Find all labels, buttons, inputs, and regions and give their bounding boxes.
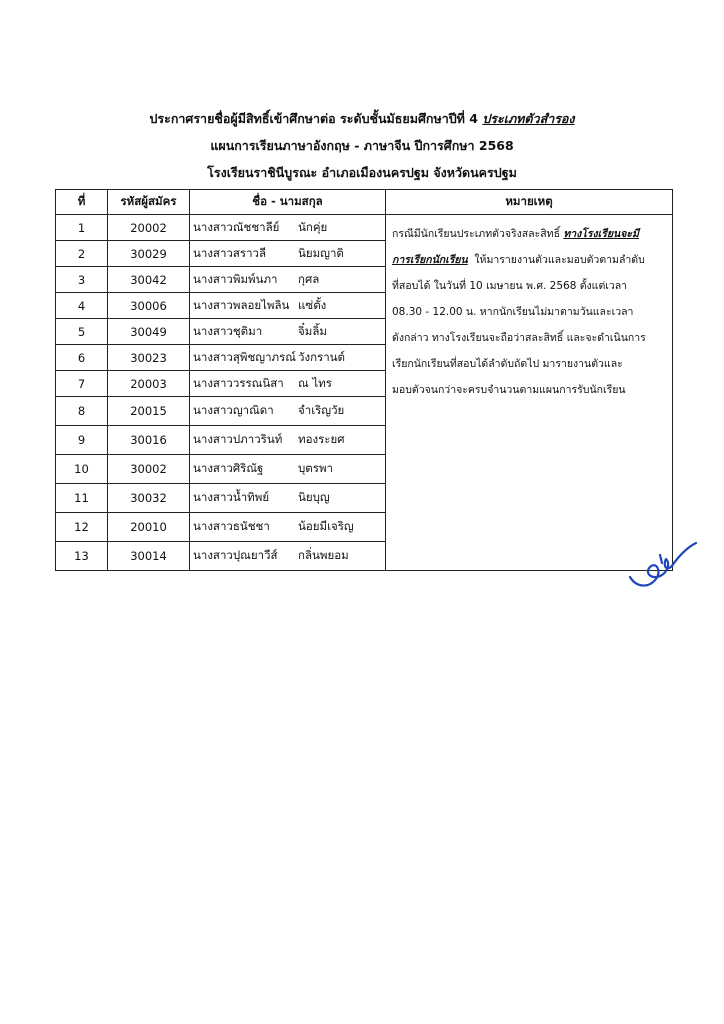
applicant-first-name: นางสาววรรณนิสา — [193, 375, 284, 390]
applicant-last-name: บุตรพา — [298, 461, 333, 475]
applicant-first-name: นางสาวณัชชาลีย์ — [193, 219, 280, 234]
applicant-name — [190, 542, 386, 571]
applicant-name — [190, 319, 386, 345]
remark-note — [386, 215, 673, 571]
row-number: 6 — [56, 345, 108, 371]
applicant-first-name: นางสาวชุติมา — [193, 323, 263, 338]
applicant-code: 20015 — [108, 397, 190, 426]
table-header-row — [56, 190, 673, 215]
applicant-code: 20002 — [108, 215, 190, 241]
applicant-last-name: จำเริญวัย — [298, 403, 345, 417]
table-row — [56, 215, 673, 241]
applicant-last-name: กุศล — [298, 271, 320, 286]
applicant-first-name: นางสาวสุพิชญาภรณ์ — [193, 349, 296, 364]
applicant-last-name: นิยบุญ — [298, 490, 330, 504]
applicant-name — [190, 215, 386, 241]
applicant-name — [190, 426, 386, 455]
remark-line-6: เรียกนักเรียนที่สอบได้ลำดับถัดไป มารายงานตัวและ — [392, 358, 623, 370]
applicant-first-name: นางสาวสราวลี — [193, 245, 267, 260]
applicant-last-name: แซ่ตั้ง — [298, 297, 327, 312]
applicant-code: 30042 — [108, 267, 190, 293]
row-number: 2 — [56, 241, 108, 267]
applicant-code: 20010 — [108, 513, 190, 542]
applicant-last-name: จิ๋มลิ้ม — [298, 323, 327, 338]
row-number: 10 — [56, 455, 108, 484]
row-number: 13 — [56, 542, 108, 571]
row-number: 4 — [56, 293, 108, 319]
signature — [622, 533, 702, 593]
remark-line-4: 08.30 - 12.00 น. หากนักเรียนไม่มาตามวันและเวลา — [392, 306, 634, 318]
applicant-code: 30002 — [108, 455, 190, 484]
remark-line-7: มอบตัวจนกว่าจะครบจำนวนตามแผนการรับนักเรียน — [392, 384, 626, 396]
applicant-code: 30029 — [108, 241, 190, 267]
col-header-no: ที่ — [56, 190, 108, 215]
remark-line-5: ดังกล่าว ทางโรงเรียนจะถือว่าสละสิทธิ์ และจะดำเนินการ — [392, 332, 646, 344]
applicant-code: 30049 — [108, 319, 190, 345]
applicant-name — [190, 484, 386, 513]
applicant-name — [190, 397, 386, 426]
col-header-remark: หมายเหตุ — [386, 190, 673, 215]
col-header-name: ชื่อ - นามสกุล — [190, 190, 386, 215]
remark-line-3: ที่สอบได้ ในวันที่ 10 เมษายน พ.ศ. 2568 ตั้งแต่เวลา — [392, 280, 628, 292]
row-number: 12 — [56, 513, 108, 542]
remark-emphasis: ทางโรงเรียนจะมี — [563, 228, 639, 240]
applicant-code: 30016 — [108, 426, 190, 455]
remark-text: กรณีมีนักเรียนประเภทตัวจริงสละสิทธิ์ — [392, 228, 564, 240]
row-number: 11 — [56, 484, 108, 513]
table-body — [56, 215, 673, 571]
remark-line-1 — [392, 221, 666, 247]
applicant-last-name: นิยมญาติ — [298, 245, 344, 260]
applicant-first-name: นางสาวศิริณัฐ — [193, 461, 264, 475]
col-header-code: รหัสผู้สมัคร — [108, 190, 190, 215]
applicant-first-name: นางสาวปุณยาวีส์ — [193, 548, 278, 562]
applicant-last-name: ณ ไทร — [298, 375, 332, 390]
applicant-table — [55, 189, 673, 571]
row-number: 3 — [56, 267, 108, 293]
row-number: 1 — [56, 215, 108, 241]
applicant-first-name: นางสาวญาณิดา — [193, 403, 274, 417]
applicant-first-name: นางสาวน้ำทิพย์ — [193, 490, 270, 504]
applicant-code: 30032 — [108, 484, 190, 513]
applicant-code: 20003 — [108, 371, 190, 397]
applicant-last-name: น้อยมีเจริญ — [298, 519, 354, 533]
applicant-first-name: นางสาวพิมพ์นภา — [193, 271, 278, 286]
applicant-code: 30023 — [108, 345, 190, 371]
row-number: 7 — [56, 371, 108, 397]
applicant-last-name: ทองระยศ — [298, 432, 345, 446]
school-name: โรงเรียนราชินีบูรณะ อำเภอเมืองนครปฐม จังหวัดนครปฐม — [207, 165, 517, 180]
applicant-code: 30006 — [108, 293, 190, 319]
applicant-last-name: นักคุ่ย — [298, 219, 328, 234]
applicant-name — [190, 513, 386, 542]
study-plan-subtitle: แผนการเรียนภาษาอังกฤษ - ภาษาจีน ปีการศึกษา 2568 — [210, 138, 514, 153]
applicant-first-name: นางสาวพลอยไพลิน — [193, 297, 290, 312]
applicant-code: 30014 — [108, 542, 190, 571]
applicant-name — [190, 267, 386, 293]
row-number: 9 — [56, 426, 108, 455]
applicant-last-name: กลิ่นพยอม — [298, 548, 349, 562]
remark-text: ให้มารายงานตัวและมอบตัวตามลำดับ — [467, 254, 645, 266]
applicant-first-name: นางสาวธนัชชา — [193, 519, 270, 533]
applicant-name — [190, 371, 386, 397]
row-number: 8 — [56, 397, 108, 426]
row-number: 5 — [56, 319, 108, 345]
announcement-title — [0, 109, 724, 129]
applicant-last-name: วังกรานต์ — [298, 349, 345, 364]
applicant-name — [190, 293, 386, 319]
applicant-name — [190, 345, 386, 371]
remark-line-2 — [392, 247, 666, 273]
remark-emphasis: การเรียกนักเรียน — [392, 254, 468, 266]
applicant-name — [190, 455, 386, 484]
announcement-title-category: ประเภทตัวสำรอง — [482, 111, 575, 126]
applicant-first-name: นางสาวปภาวรินท์ — [193, 432, 283, 446]
applicant-name — [190, 241, 386, 267]
announcement-title-main: ประกาศรายชื่อผู้มีสิทธิ์เข้าศึกษาต่อ ระดับชั้นมัธยมศึกษาปีที่ 4 — [149, 111, 483, 126]
